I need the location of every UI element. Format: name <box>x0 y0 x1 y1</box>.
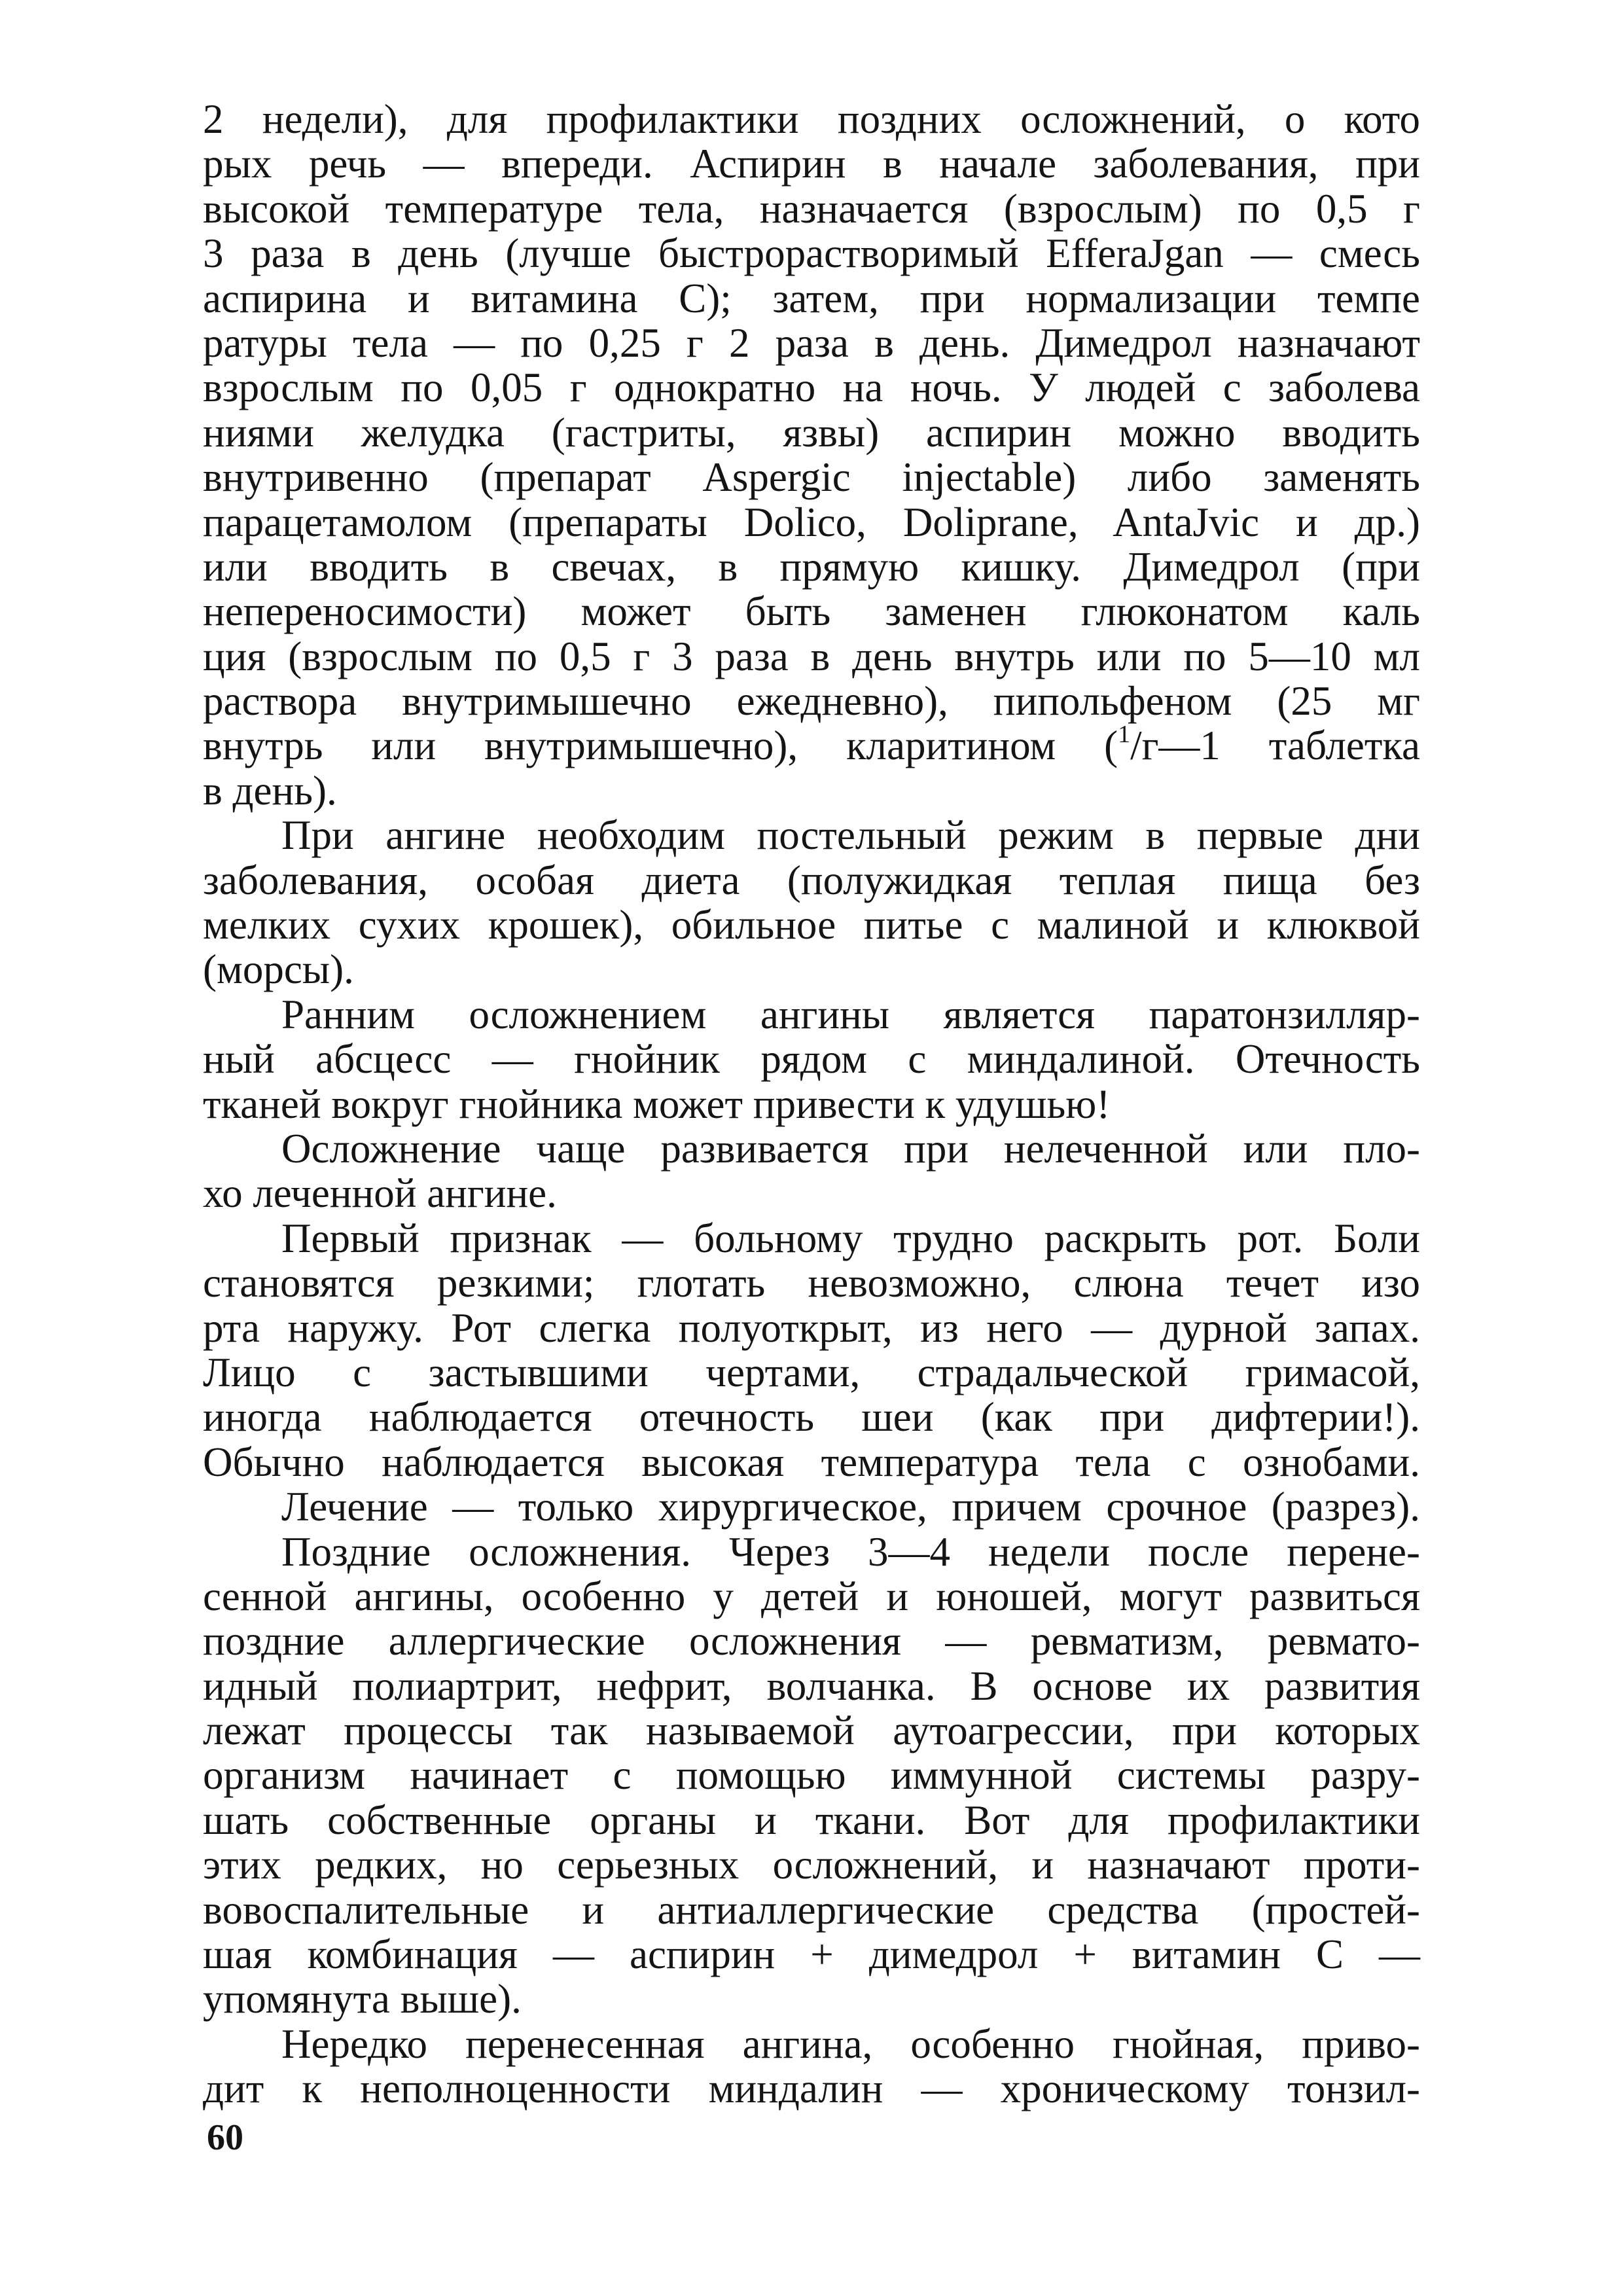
paragraph-first-line: Осложнение чаще развивается при нелеченной или пло- <box>281 1125 1420 1172</box>
text-line: ратуры тела — по 0,25 г 2 раза в день. Димедрол назначают <box>203 319 1420 366</box>
text-line: аспирина и витамина С); затем, при нормализации темпе <box>203 275 1420 321</box>
paragraph-first-line: Нередко перенесенная ангина, особенно гнойная, приво- <box>281 2020 1420 2067</box>
text-line: лежат процессы так называемой аутоагрессии, при которых <box>203 1708 1420 1754</box>
text-line: этих редких, но серьезных осложнений, и назначают проти- <box>203 1842 1420 1888</box>
text-line: в день). <box>203 767 337 814</box>
text-line: шать собственные органы и ткани. Вот для профилактики <box>203 1797 1420 1843</box>
text-line: шая комбинация — аспирин + димедрол + витамин С — <box>203 1931 1420 1978</box>
paragraph-first-line: Первый признак — больному трудно раскрыть рот. Боли <box>281 1215 1420 1261</box>
text-line: непереносимости) может быть заменен глюконатом каль <box>203 588 1420 635</box>
text-line: Лицо с застывшими чертами, страдальческой гримасой, <box>203 1349 1420 1395</box>
text-line: поздние аллергические осложнения — ревматизм, ревмато- <box>203 1618 1420 1664</box>
text-line: упомянута выше). <box>203 1976 522 2022</box>
text-line-superscript <box>203 723 1420 768</box>
text-line: организм начинает с помощью иммунной системы разру- <box>203 1752 1420 1799</box>
page-number: 60 <box>207 2117 243 2158</box>
text-line: взрослым по 0,05 г однократно на ночь. У людей с заболева <box>203 365 1420 411</box>
text-line: иногда наблюдается отечность шеи (как при дифтерии!). <box>203 1394 1420 1441</box>
text-line: хо леченной ангине. <box>203 1170 557 1217</box>
text-line: рта наружу. Рот слегка полуоткрыт, из него — дурной запах. <box>203 1304 1420 1351</box>
text-line: высокой температуре тела, назначается (взрослым) по 0,5 г <box>203 185 1420 232</box>
text-line: сенной ангины, особенно у детей и юношей, могут развиться <box>203 1573 1420 1619</box>
text-line: или вводить в свечах, в прямую кишку. Димедрол (при <box>203 543 1420 590</box>
body-text <box>203 97 1420 2111</box>
text-line: внутривенно (препарат Aspergic injectable) либо заменять <box>203 454 1420 501</box>
text-line: вовоспалительные и антиаллергические средства (простей- <box>203 1886 1420 1933</box>
text-line: парацетамолом (препараты Dolico, Doliprane, AntaJvic и др.) <box>203 499 1420 545</box>
paragraph-first-line: Поздние осложнения. Через 3—4 недели после перене- <box>281 1528 1420 1575</box>
text-line: тканей вокруг гнойника может привести к удушью! <box>203 1081 1111 1127</box>
text-line: (морсы). <box>203 946 354 993</box>
text-line: ция (взрослым по 0,5 г 3 раза в день внутрь или по 5—10 мл <box>203 633 1420 679</box>
paragraph-first-line: Ранним осложнением ангины является паратонзилляр- <box>281 991 1420 1037</box>
paragraph-first-line: Лечение — только хирургическое, причем срочное (разрез). <box>281 1484 1420 1530</box>
text-line: ниями желудка (гастриты, язвы) аспирин можно вводить <box>203 409 1420 456</box>
text-line: 2 недели), для профилактики поздних осложнений, о кото <box>203 96 1420 142</box>
text-line: идный полиартрит, нефрит, волчанка. В основе их развития <box>203 1662 1420 1709</box>
text-line: Обычно наблюдается высокая температура тела с ознобами. <box>203 1439 1420 1485</box>
text-line: 3 раза в день (лучше быстрорастворимый EfferaJgan — смесь <box>203 230 1420 277</box>
text-line: дит к неполноценности миндалин — хроническому тонзил- <box>203 2066 1420 2112</box>
text-fragment: /г—1 таблетка <box>1130 723 1420 769</box>
text-line: становятся резкими; глотать невозможно, слюна течет изо <box>203 1260 1420 1306</box>
text-line: мелких сухих крошек), обильное питье с малиной и клюквой <box>203 902 1420 948</box>
paragraph-first-line: При ангине необходим постельный режим в первые дни <box>281 812 1420 859</box>
text-line: заболевания, особая диета (полужидкая теплая пища без <box>203 857 1420 903</box>
text-line: ный абсцесс — гнойник рядом с миндалиной. Отечность <box>203 1036 1420 1083</box>
text-fragment: внутрь или внутримышечно), кларитином ( <box>203 723 1118 769</box>
text-line: раствора внутримышечно ежедневно), пипольфеном (25 мг <box>203 678 1420 725</box>
text-line: рых речь — впереди. Аспирин в начале заболевания, при <box>203 141 1420 187</box>
superscript: 1 <box>1118 721 1131 749</box>
